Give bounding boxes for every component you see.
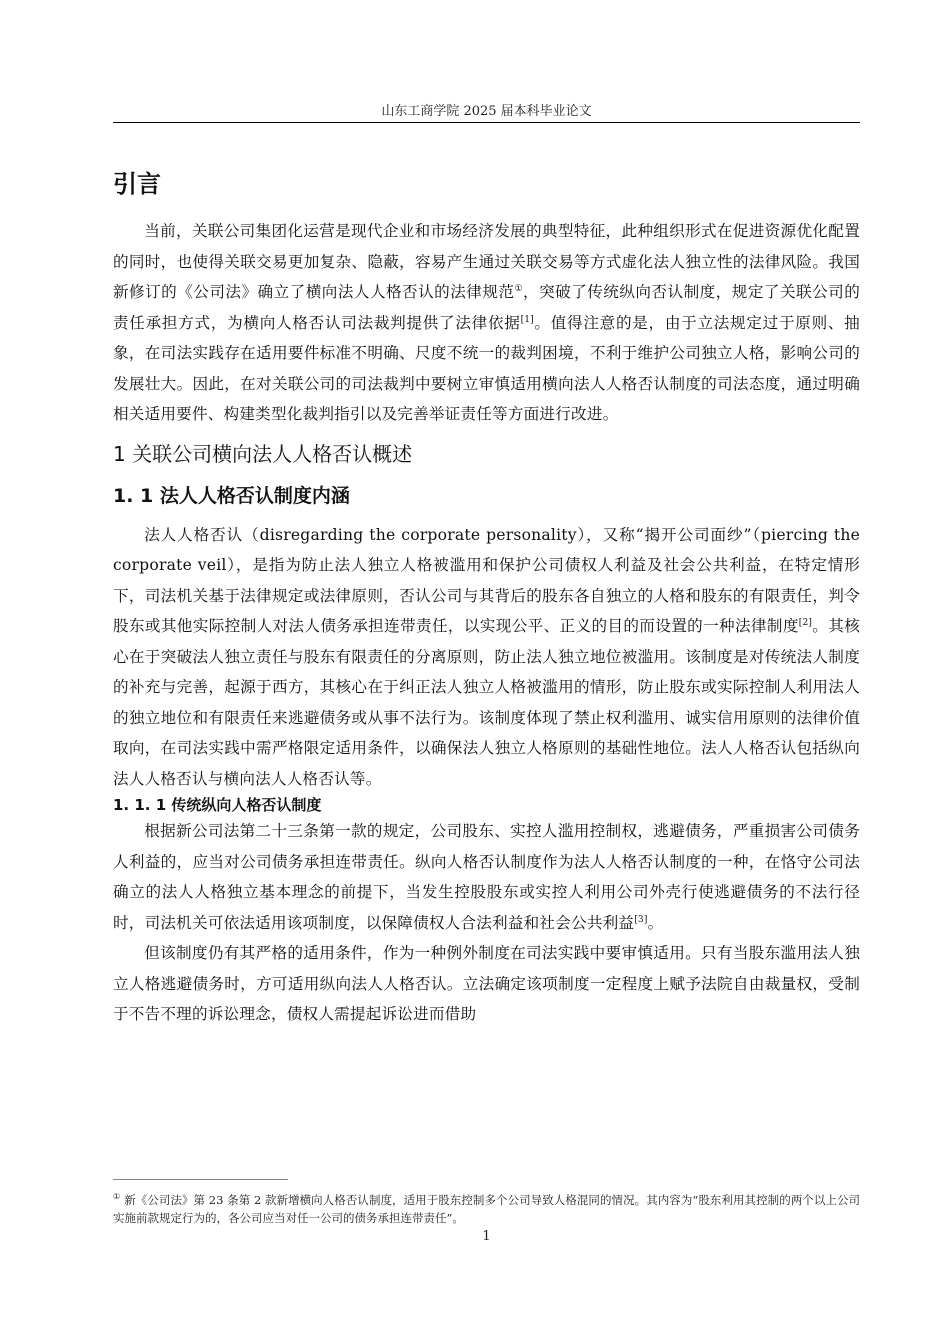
footnote-mark: ①	[113, 1192, 121, 1201]
s11-text-b: 。其核心在于突破法人独立责任与股东有限责任的分离原则，防止法人独立地位被滥用。该制度是对传统法人制度的补充与完善，起源于西方，其核心在于纠正法人独立人格被滥用的情形，防止股东或实际控制人利用法人的独立地位和有限责任来逃避债务或从事不法行为。该制度体现了禁止权利滥用、诚实信用原则的法律价值取向，在司法实践中需严格限定适用条件，以确保法人独立人格原则的基础性地位。法人人格否认包括纵向法人人格否认与横向法人人格否认等。	[113, 617, 860, 788]
section-1-1-1-paragraph-2: 但该制度仍有其严格的适用条件，作为一种例外制度在司法实践中要审慎适用。只有当股东滥用法人独立人格逃避债务时，方可适用纵向法人人格否认。立法确定该项制度一定程度上赋予法院自由裁量权，受制于不告不理的诉讼理念，债权人需提起诉讼进而借助	[113, 944, 860, 1023]
section-1-1-paragraph	[113, 520, 860, 795]
section-1-1-1-heading: 1. 1. 1 传统纵向人格否认制度	[113, 796, 322, 814]
section-1-1-heading: 1. 1 法人人格否认制度内涵	[113, 484, 350, 507]
intro-text-c: 。值得注意的是，由于立法规定过于原则、抽象，在司法实践存在适用要件标准不明确、尺度不统一的裁判困境，不利于维护公司独立人格，影响公司的发展壮大。因此，在对关联公司的司法裁判中要树立审慎适用横向法人人格否认制度的司法态度，通过明确相关适用要件、构建类型化裁判指引以及完善举证责任等方面进行改进。	[113, 313, 860, 423]
page-number: 1	[482, 1229, 491, 1244]
s11-text-a: 法人人格否认（disregarding the corporate personality），又称“揭开公司面纱”（piercing the corporate veil），是指为防止法人独立人格被滥用和保护公司债权人利益及社会公共利益，在特定情形下，司法机关基于法律规定或法律原则，否认公司与其背后的股东各自独立的人格和股东的有限责任，判令股东或其他实际控制人对法人债务承担连带责任，以实现公平、正义的目的而设置的一种法律制度	[113, 525, 860, 635]
s111-text-a: 根据新公司法第二十三条第一款的规定，公司股东、实控人滥用控制权，逃避债务，严重损害公司债务人利益的，应当对公司债务承担连带责任。纵向人格否认制度作为法人人格否认制度的一种，在恪守公司法确立的法人人格独立基本理念的前提下，当发生控股股东或实控人利用公司外壳行使逃避债务的不法行径时，司法机关可依法适用该项制度，以保障债权人合法利益和社会公共利益	[113, 822, 860, 932]
footnote	[113, 1188, 860, 1227]
footnote-divider	[113, 1179, 288, 1180]
citation-ref-2[interactable]: [2]	[798, 617, 813, 628]
footnote-text: 新《公司法》第 23 条第 2 款新增横向人格否认制度，适用于股东控制多个公司导致人格混同的情况。其内容为“股东利用其控制的两个以上公司实施前款规定行为的，各公司应当对任一公司的债务承担连带责任”。	[113, 1192, 861, 1225]
section-1-heading: 1 关联公司横向法人人格否认概述	[113, 441, 413, 466]
body-content	[113, 160, 860, 1030]
intro-text-a: 当前，关联公司集团化运营是现代企业和市场经济发展的典型特征，此种组织形式在促进资源优化配置的同时，也使得关联交易更加复杂、隐蔽，容易产生通过关联交易等方式虚化法人独立性的法律风险。我国新修订的《公司法》确立了横向法人人格否认的法律规范	[113, 222, 860, 301]
running-header: 山东工商学院 2025 届本科毕业论文	[113, 100, 860, 123]
intro-text-b: ，突破了传统纵向否认制度，规定了关联公司的责任承担方式，为横向人格否认司法裁判提供了法律依据	[113, 283, 860, 332]
footnote-ref[interactable]: ①	[514, 283, 524, 294]
intro-heading: 引言	[113, 170, 161, 198]
citation-ref-1[interactable]: [1]	[520, 314, 534, 325]
intro-paragraph	[113, 216, 860, 430]
section-1-1-1-paragraph-1	[113, 816, 860, 938]
citation-ref-3[interactable]: [3]	[634, 914, 648, 925]
s111-text-b: 。	[647, 913, 664, 932]
